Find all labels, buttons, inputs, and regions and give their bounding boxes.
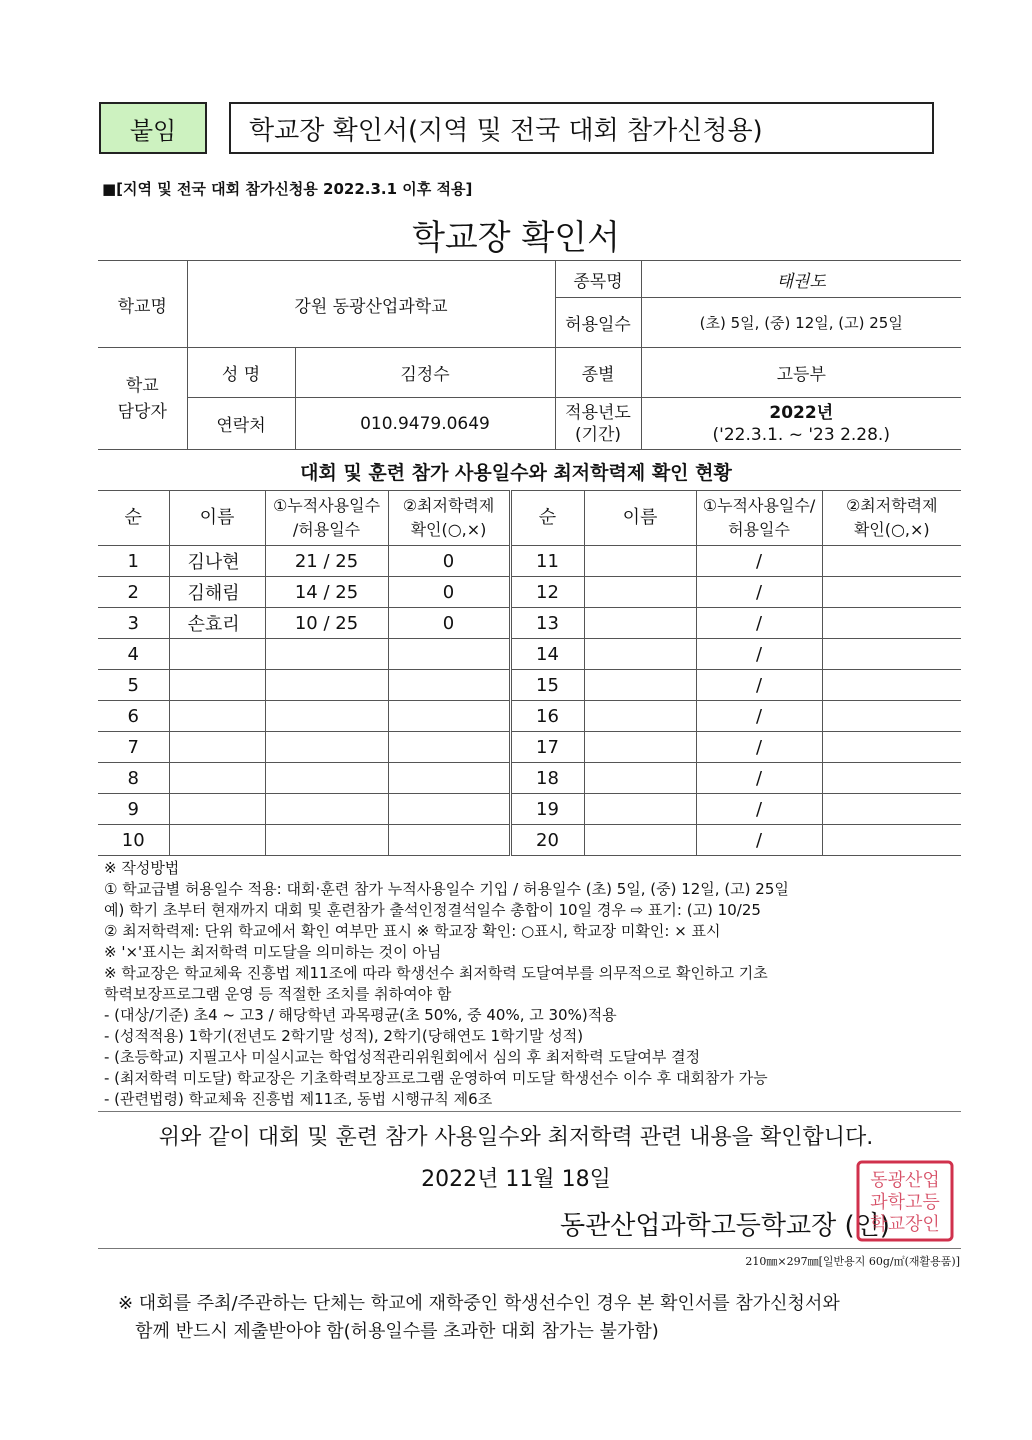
cell-days2: / (696, 608, 822, 639)
cell-name2 (584, 763, 696, 794)
table-row (98, 825, 961, 856)
cell-days (265, 639, 388, 670)
cell-name2 (584, 577, 696, 608)
table-row (98, 670, 961, 701)
instruction-line: ① 학교급별 허용일수 적용: 대회·훈련 참가 누적사용일수 기입 / 허용일수 (초) 5일, (중) 12일, (고) 25일 (104, 880, 789, 898)
cell-name2 (584, 701, 696, 732)
event-value: 태권도 (641, 261, 961, 298)
cell-check (388, 639, 510, 670)
col-check-header: ②최저학력제 확인(○,×) (388, 491, 510, 546)
manager-name: 김정수 (295, 348, 555, 398)
cell-days2: / (696, 701, 822, 732)
col-no2-header: 순 (510, 491, 584, 546)
col-name2-header: 이름 (584, 491, 696, 546)
cell-check (388, 794, 510, 825)
cell-name (169, 701, 265, 732)
writing-instructions (104, 858, 984, 1110)
cell-name: 김해림 (169, 577, 265, 608)
event-label: 종목명 (555, 261, 641, 298)
cell-no: 5 (98, 670, 169, 701)
table-row (98, 701, 961, 732)
cell-days (265, 794, 388, 825)
col-check2-header: ②최저학력제 확인(○,×) (822, 491, 961, 546)
school-info-table (98, 260, 961, 450)
cell-name2 (584, 639, 696, 670)
period-year: 2022년 (769, 402, 834, 423)
cell-check2 (822, 670, 961, 701)
cell-days: 14 / 25 (265, 577, 388, 608)
table-row (98, 577, 961, 608)
table-row (98, 763, 961, 794)
cell-check2 (822, 732, 961, 763)
instruction-line: 예) 학기 초부터 현재까지 대회 및 훈련참가 출석인정결석일수 총합이 10일 경우 ⇨ 표기: (고) 10/25 (104, 901, 761, 919)
instruction-line: - (관련법령) 학교체육 진흥법 제11조, 동법 시행규칙 제6조 (104, 1090, 493, 1108)
divider (98, 1111, 961, 1112)
instruction-line: - (최저학력 미도달) 학교장은 기초학력보장프로그램 운영하여 미도달 학생선수 이수 후 대회참가 가능 (104, 1069, 768, 1087)
cell-days2: / (696, 825, 822, 856)
school-label: 학교명 (98, 261, 187, 348)
cell-days (265, 670, 388, 701)
cell-no2: 13 (510, 608, 584, 639)
cell-days2: / (696, 732, 822, 763)
cell-no2: 11 (510, 546, 584, 577)
cell-no2: 20 (510, 825, 584, 856)
svg-text:과학고등: 과학고등 (870, 1192, 940, 1213)
cell-check2 (822, 546, 961, 577)
cell-check2 (822, 794, 961, 825)
cell-check: 0 (388, 577, 510, 608)
cell-name2 (584, 608, 696, 639)
cell-days: 10 / 25 (265, 608, 388, 639)
cell-no: 3 (98, 608, 169, 639)
cell-days2: / (696, 763, 822, 794)
cell-name2 (584, 732, 696, 763)
cell-days2: / (696, 670, 822, 701)
instruction-line: - (성적적용) 1학기(전년도 2학기말 성적), 2학기(당해연도 1학기말 성적) (104, 1027, 584, 1045)
manager-label: 학교 담당자 (98, 348, 187, 450)
page-title: 학교장 확인서 (412, 218, 620, 258)
cell-no2: 19 (510, 794, 584, 825)
confirmation-statement: 위와 같이 대회 및 훈련 참가 사용일수와 최저학력 관련 내용을 확인합니다. (158, 1125, 874, 1150)
cell-check (388, 670, 510, 701)
col-days2-header: ①누적사용일수/ 허용일수 (696, 491, 822, 546)
cell-name: 손효리 (169, 608, 265, 639)
cell-no: 7 (98, 732, 169, 763)
cell-check2 (822, 763, 961, 794)
cell-name (169, 670, 265, 701)
cell-days2: / (696, 794, 822, 825)
cell-no2: 12 (510, 577, 584, 608)
cell-check (388, 701, 510, 732)
usage-table (98, 490, 961, 856)
cell-check: 0 (388, 608, 510, 639)
cell-days (265, 825, 388, 856)
cell-days2: / (696, 577, 822, 608)
cell-days (265, 701, 388, 732)
cell-no2: 16 (510, 701, 584, 732)
cell-name (169, 763, 265, 794)
instruction-line: - (대상/기준) 초4 ~ 고3 / 해당학년 과목평균(초 50%, 중 40%, 고 30%)적용 (104, 1006, 617, 1024)
svg-text:학교장인: 학교장인 (870, 1214, 940, 1235)
cell-name2 (584, 546, 696, 577)
cell-name2 (584, 825, 696, 856)
table-row (98, 546, 961, 577)
col-days-header: ①누적사용일수 /허용일수 (265, 491, 388, 546)
issue-date: 2022년 11월 18일 (421, 1167, 611, 1192)
cell-no: 9 (98, 794, 169, 825)
cell-check2 (822, 701, 961, 732)
table-row (98, 639, 961, 670)
cell-name (169, 732, 265, 763)
section-title: 대회 및 훈련 참가 사용일수와 최저학력제 확인 현황 (300, 462, 732, 484)
cell-name (169, 794, 265, 825)
table-row (98, 732, 961, 763)
period-label: 적용년도 (기간) (555, 398, 641, 450)
instruction-line: - (초등학교) 지필고사 미실시교는 학업성적관리위원회에서 심의 후 최저학력 도달여부 결정 (104, 1048, 701, 1066)
cell-name2 (584, 670, 696, 701)
cell-check2 (822, 577, 961, 608)
cell-check2 (822, 825, 961, 856)
table-row (98, 608, 961, 639)
cell-check (388, 732, 510, 763)
col-name-header: 이름 (169, 491, 265, 546)
name-label: 성 명 (187, 348, 295, 398)
paper-spec: 210㎜×297㎜[일반용지 60g/㎡(재활용품)] (745, 1255, 960, 1268)
cell-no: 8 (98, 763, 169, 794)
cell-check (388, 763, 510, 794)
cell-days2: / (696, 546, 822, 577)
instruction-line: ※ 작성방법 (104, 859, 180, 877)
cell-no: 1 (98, 546, 169, 577)
cell-name2 (584, 794, 696, 825)
cell-name (169, 825, 265, 856)
school-name: 강원 동광산업과학교 (187, 261, 555, 348)
cell-no: 10 (98, 825, 169, 856)
cell-check: 0 (388, 546, 510, 577)
official-seal-stamp (856, 1160, 954, 1242)
cell-no: 4 (98, 639, 169, 670)
category-label: 종별 (555, 348, 641, 398)
category-value: 고등부 (641, 348, 961, 398)
cell-no2: 17 (510, 732, 584, 763)
allowed-days-value: (초) 5일, (중) 12일, (고) 25일 (641, 298, 961, 348)
footer-divider (98, 1248, 961, 1249)
contact-label: 연락처 (187, 398, 295, 450)
cell-name (169, 639, 265, 670)
cell-no: 6 (98, 701, 169, 732)
cell-days (265, 763, 388, 794)
instruction-line: ※ '×'표시는 최저학력 미도달을 의미하는 것이 아님 (104, 943, 442, 961)
contact-value: 010.9479.0649 (295, 398, 555, 450)
period-cell (641, 398, 961, 450)
col-no-header: 순 (98, 491, 169, 546)
cell-name: 김나현 (169, 546, 265, 577)
instruction-line: ※ 학교장은 학교체육 진흥법 제11조에 따라 학생선수 최저학력 도달여부를 의무적으로 확인하고 기초 (104, 964, 768, 982)
cell-no2: 18 (510, 763, 584, 794)
cell-days2: / (696, 639, 822, 670)
table-row (98, 794, 961, 825)
footer-line: ※ 대회를 주최/주관하는 단체는 학교에 재학중인 학생선수인 경우 본 확인서를 참가신청서와 (118, 1293, 840, 1314)
cell-check (388, 825, 510, 856)
instruction-line: ② 최저학력제: 단위 학교에서 확인 여부만 표시 ※ 학교장 확인: ○표시, 학교장 미확인: × 표시 (104, 922, 721, 940)
svg-text:동광산업: 동광산업 (870, 1170, 940, 1191)
cell-days: 21 / 25 (265, 546, 388, 577)
instruction-line: 학력보장프로그램 운영 등 적절한 조치를 취하여야 함 (104, 985, 452, 1003)
cell-no: 2 (98, 577, 169, 608)
cell-days (265, 732, 388, 763)
attachment-tag: 붙임 (99, 102, 207, 154)
table-header-row (98, 491, 961, 546)
applicability-note: ■[지역 및 전국 대회 참가신청용 2022.3.1 이후 적용] (102, 180, 473, 198)
cell-no2: 14 (510, 639, 584, 670)
allowed-days-label: 허용일수 (555, 298, 641, 348)
document-heading-box: 학교장 확인서(지역 및 전국 대회 참가신청용) (229, 102, 934, 154)
cell-check2 (822, 608, 961, 639)
submission-note (118, 1290, 840, 1346)
principal-signature: 동관산업과학고등학교장 (인) (560, 1211, 890, 1241)
footer-line: 함께 반드시 제출받아야 함(허용일수를 초과한 대회 참가는 불가함) (118, 1321, 659, 1342)
cell-check2 (822, 639, 961, 670)
cell-no2: 15 (510, 670, 584, 701)
period-range: ('22.3.1. ~ '23 2.28.) (712, 424, 890, 445)
